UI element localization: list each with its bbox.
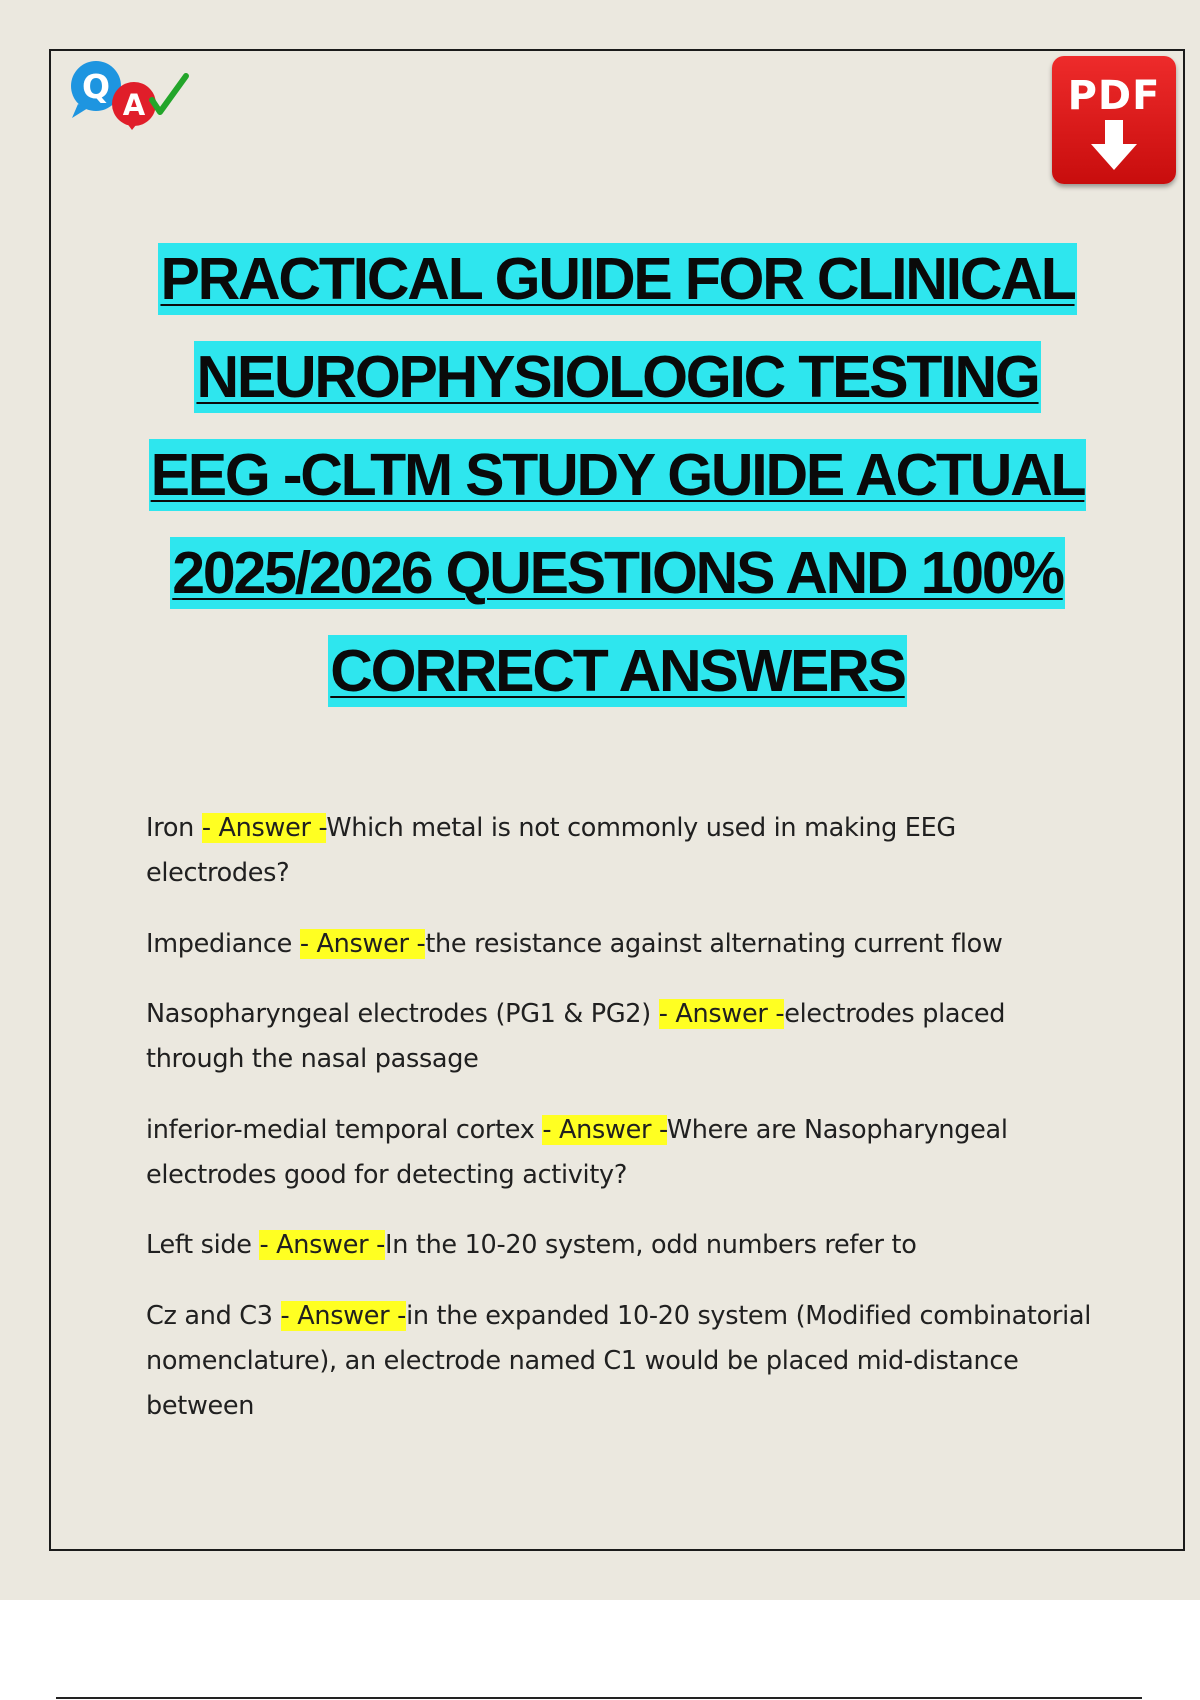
- qa-item: [146, 992, 1106, 1082]
- title-line-3: EEG -CLTM STUDY GUIDE ACTUAL: [149, 439, 1087, 511]
- qa-question: In the 10-20 system, odd numbers refer to: [384, 1230, 917, 1260]
- qa-question: the resistance against alternating current flow: [425, 928, 1003, 959]
- qa-answer: inferior-medial temporal cortex: [146, 1114, 543, 1145]
- qa-logo-q: Q: [81, 67, 111, 106]
- qa-item: [146, 1294, 1106, 1429]
- qa-item: [146, 1108, 1106, 1198]
- qa-answer: Left side: [146, 1230, 260, 1260]
- qa-item: [146, 806, 1106, 896]
- qa-item: [146, 1223, 1106, 1268]
- answer-marker: - Answer -: [658, 999, 785, 1029]
- qa-question: Where are Nasopharyngeal electrodes good for detecting activity?: [146, 1114, 1008, 1190]
- answer-marker: - Answer -: [542, 1114, 667, 1145]
- title-line-2: NEUROPHYSIOLOGIC TESTING: [194, 341, 1040, 413]
- pdf-label: PDF: [1067, 73, 1161, 119]
- answer-marker: - Answer -: [201, 813, 327, 843]
- answer-marker: - Answer -: [299, 928, 426, 959]
- answer-marker: - Answer -: [259, 1230, 385, 1260]
- qa-logo-a: A: [122, 88, 146, 122]
- qa-answer: Impediance: [146, 928, 300, 959]
- answer-marker: - Answer -: [280, 1300, 407, 1331]
- document-title: [60, 243, 1175, 733]
- qa-logo-icon: [68, 56, 192, 130]
- qa-question: in the expanded 10-20 system (Modified combinatorial nomenclature), an electrode named C1 would be placed mid-distance between: [146, 1300, 1092, 1421]
- qa-item: [146, 922, 1106, 967]
- title-line-4: 2025/2026 QUESTIONS AND 100%: [170, 537, 1065, 609]
- qa-answer: Nasopharyngeal electrodes (PG1 & PG2): [146, 999, 659, 1029]
- title-line-1: PRACTICAL GUIDE FOR CLINICAL: [158, 243, 1076, 315]
- title-line-5: CORRECT ANSWERS: [328, 635, 907, 707]
- qa-question: Which metal is not commonly used in making EEG electrodes?: [146, 813, 956, 888]
- pdf-download-icon[interactable]: [1052, 56, 1176, 184]
- qa-answer: Cz and C3: [146, 1300, 281, 1331]
- footer-divider: [56, 1697, 1142, 1699]
- qa-question: electrodes placed through the nasal passage: [146, 999, 1006, 1074]
- down-arrow-icon: [1091, 120, 1137, 170]
- qa-answer: Iron: [146, 813, 202, 843]
- qa-list: [146, 806, 1106, 1449]
